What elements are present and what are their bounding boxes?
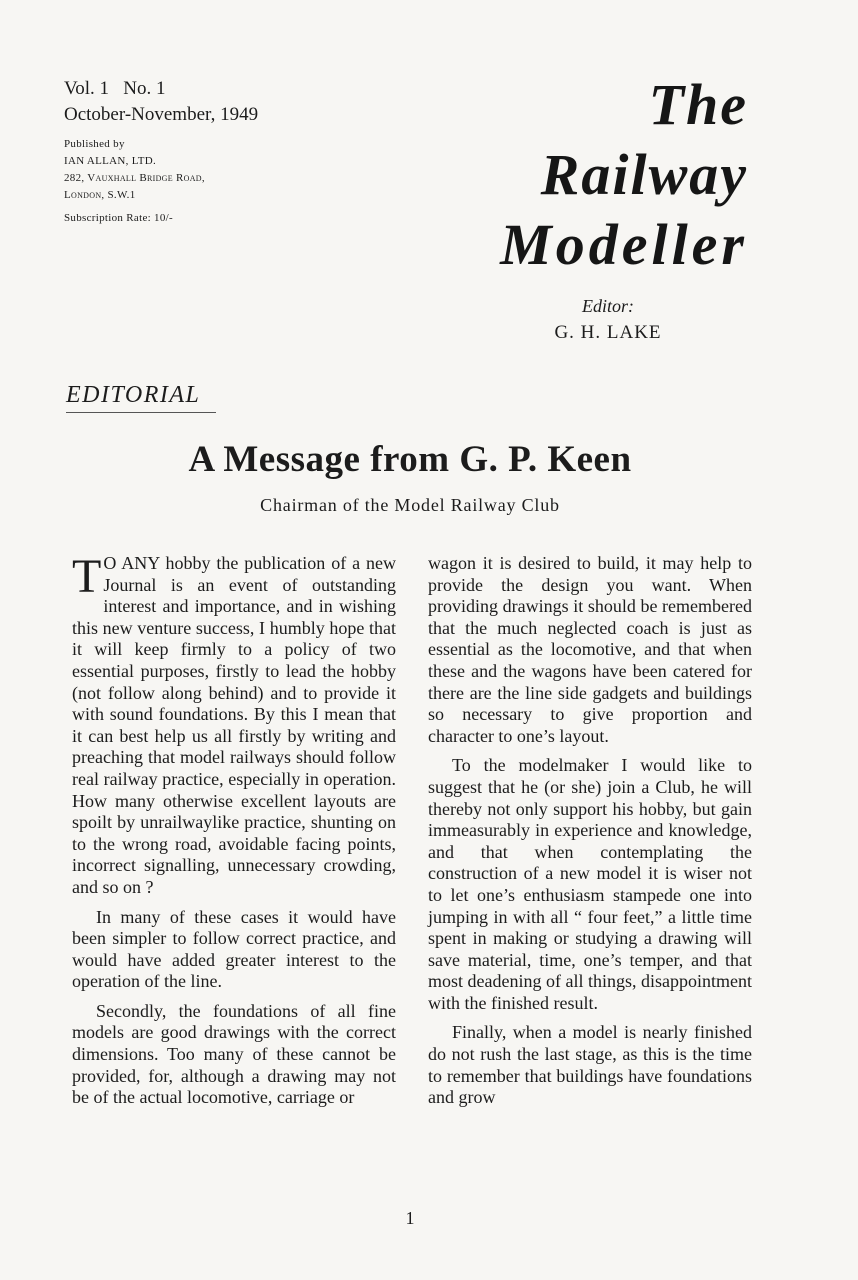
published-by-label: Published by <box>64 138 125 150</box>
article-title: A Message from G. P. Keen <box>188 439 632 480</box>
paragraph: In many of these cases it would have been simpler to follow correct practice, and would have added greater interest to the operation of the line. <box>72 906 396 992</box>
paragraph: Finally, when a model is nearly finished do not rush the last stage, as this is the time to remember that buildings have foundations and grow <box>428 1022 752 1108</box>
masthead-title <box>500 70 748 280</box>
article-subtitle: Chairman of the Model Railway Club <box>260 495 560 515</box>
masthead-line-2: Railway <box>540 142 748 207</box>
page-number: 1 <box>405 1208 415 1228</box>
drop-cap: T <box>72 550 102 603</box>
publisher-name: IAN ALLAN, LTD. <box>64 155 157 167</box>
paragraph: wagon it is desired to build, it may help to provide the design you want. When providing drawings it should be remembered that the much neglected coach is just as essential as the locomotive, and that when these and the wagons have been catered for there are the line side gadgets and buildings so necessary to give proportion and character to one’s layout. <box>428 553 752 746</box>
issue-date: October-November, 1949 <box>64 104 259 125</box>
section-label: EDITORIAL <box>66 382 216 413</box>
right-column <box>428 553 752 1117</box>
paragraph: T O ANY hobby the publication of a new Journal is an event of outstanding interest and importance, and in wishing this new venture success, I humbly hope that it will keep firmly to a policy of two essential purposes, firstly to lead the hobby (not follow along behind) and to provide it with sound foundations. By this I mean that it can best help us all firstly by writing and preaching that model railways should follow real railway practice, especially in operation. How many otherwise excellent layouts are spoilt by unrailwaylike practice, shunting on to the wrong road, avoidable facing points, incorrect signalling, unnecessary crowding, and so on ? <box>72 550 396 897</box>
editor-credit <box>538 293 678 347</box>
publisher-address-1: 282, Vauxhall Bridge Road, <box>64 172 205 184</box>
subscription-rate: Subscription Rate: 10/- <box>64 212 173 224</box>
paragraph: Secondly, the foundations of all fine models are good drawings with the correct dimensions. Too many of these cannot be provided, for, although a drawing may not be of the actual locomotive, carriage or <box>72 1000 396 1108</box>
masthead-line-1: The <box>648 72 748 137</box>
editor-name: G. H. LAKE <box>554 322 662 343</box>
masthead-line-3: Modeller <box>500 212 748 277</box>
left-column <box>72 550 396 1117</box>
editor-label: Editor: <box>582 296 634 316</box>
paragraph: To the modelmaker I would like to suggest that he (or she) join a Club, he will thereby not only support his hobby, but gain immeasurably in experience and knowledge, and that when contemplating the construction of a new model it is wiser not to let one’s enthusiasm stampede one into jumping in with all “ four feet,” a little time spent in making or studying a drawing will save material, time, one’s temper, and that most deadening of all things, disappointment with the finished result. <box>428 755 752 1013</box>
publisher-address-2: London, S.W.1 <box>64 189 136 201</box>
publication-info <box>64 76 364 224</box>
volume-number: Vol. 1 No. 1 <box>64 78 166 99</box>
